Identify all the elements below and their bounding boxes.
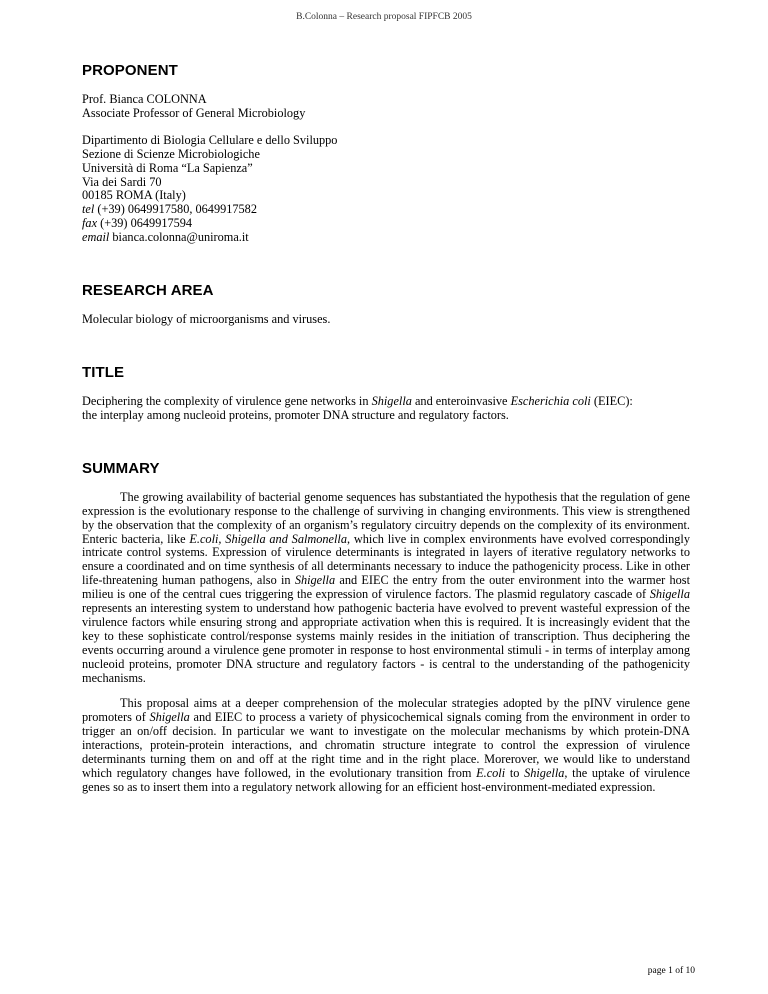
research-area-text: Molecular biology of microorganisms and viruses. <box>82 312 331 327</box>
summary-section <box>82 460 690 795</box>
email <box>82 231 690 245</box>
research-area-heading: RESEARCH AREA <box>82 282 214 300</box>
proposal-title: Deciphering the complexity of virulence gene networks in Shigella and enteroinvasive Escherichia coli (EIEC): the interplay among nucleoid proteins, promoter DNA structure and regulatory factors. <box>82 393 633 422</box>
telephone <box>82 203 690 217</box>
proponent-block <box>82 93 690 245</box>
title-section <box>82 364 690 423</box>
title-heading: TITLE <box>82 363 125 381</box>
fax-label: fax <box>82 216 98 231</box>
proponent-heading: PROPONENT <box>82 62 178 79</box>
document-body <box>82 62 690 795</box>
running-header: B.Colonna – Research proposal FIPFCB 2005 <box>296 12 472 22</box>
page-number: page 1 of 10 <box>647 966 695 976</box>
street-address: Via dei Sardi 70 <box>82 174 162 189</box>
city: 00185 ROMA (Italy) <box>82 188 186 203</box>
department: Dipartimento di Biologia Cellulare e dello Sviluppo <box>82 132 338 147</box>
summary-paragraph-2: This proposal aims at a deeper comprehension of the molecular strategies adopted by the pINV virulence gene promoters of Shigella and EIEC to process a variety of physicochemical signals coming from the environment in order to trigger an on/off decision. In particular we want to investigate on the molecular mechanisms by which protein-DNA interactions, protein-protein interactions, and chromatin structure integrate to control the expression of virulence determinants turning them on and off at the right time and in the right place. Morerover, we would like to understand which regulatory changes have followed, in the evolutionary transition from E.coli to Shigella, the uptake of virulence genes so as to insert them into a regulatory network allowing for an efficient host-environment-mediated expression. <box>82 696 690 794</box>
research-area-section <box>82 282 690 327</box>
email-label: email <box>82 230 110 245</box>
email-value: bianca.colonna@uniroma.it <box>109 230 249 245</box>
tel-value: (+39) 0649917580, 0649917582 <box>94 202 257 217</box>
university: Università di Roma “La Sapienza” <box>82 160 253 175</box>
summary-heading: SUMMARY <box>82 459 160 477</box>
fax-value: (+39) 0649917594 <box>97 216 193 231</box>
proponent-role: Associate Professor of General Microbiology <box>82 105 306 120</box>
section-name: Sezione di Scienze Microbiologiche <box>82 146 260 161</box>
proponent-name: Prof. Bianca COLONNA <box>82 92 207 106</box>
tel-label: tel <box>82 202 95 217</box>
summary-paragraph-1: The growing availability of bacterial genome sequences has substantiated the hypothesis that the regulation of gene expression is the evolutionary response to the challenge of surviving in changing environments. This view is strengthened by the observation that the complexity of an organism’s regulatory circuitry depends on the complexity of its environment. Enteric bacteria, like E.coli, Shigella and Salmonella, which live in complex environments have evolved correspondingly intricate control systems. Expression of virulence determinants is integrated in layers of iterative regulatory networks to ensure a coordinated and on time synthesis of all determinants necessary to induce the pathogenicity process. Like in other life-threatening human pathogens, also in Shigella and EIEC the entry from the outer environment into the warmer host milieu is one of the central cues triggering the expression of virulence factors. The plasmid regulatory cascade of Shigella represents an interesting system to understand how pathogenic bacteria have evolved to prevent wasteful expression of the virulence factors while ensuring strong and appropriate activation when this is required. It is increasingly evident that the key to these sophisticate control/response systems mainly resides in the initiation of transcription. Thus deciphering the events occurring around a virulence gene promoter in response to host environmental stimuli - in terms of interplay among nucleoid proteins, promoter DNA structure and regulatory factors - is central to the understanding of the pathogenicity mechanisms. <box>82 489 690 685</box>
fax <box>82 217 690 231</box>
